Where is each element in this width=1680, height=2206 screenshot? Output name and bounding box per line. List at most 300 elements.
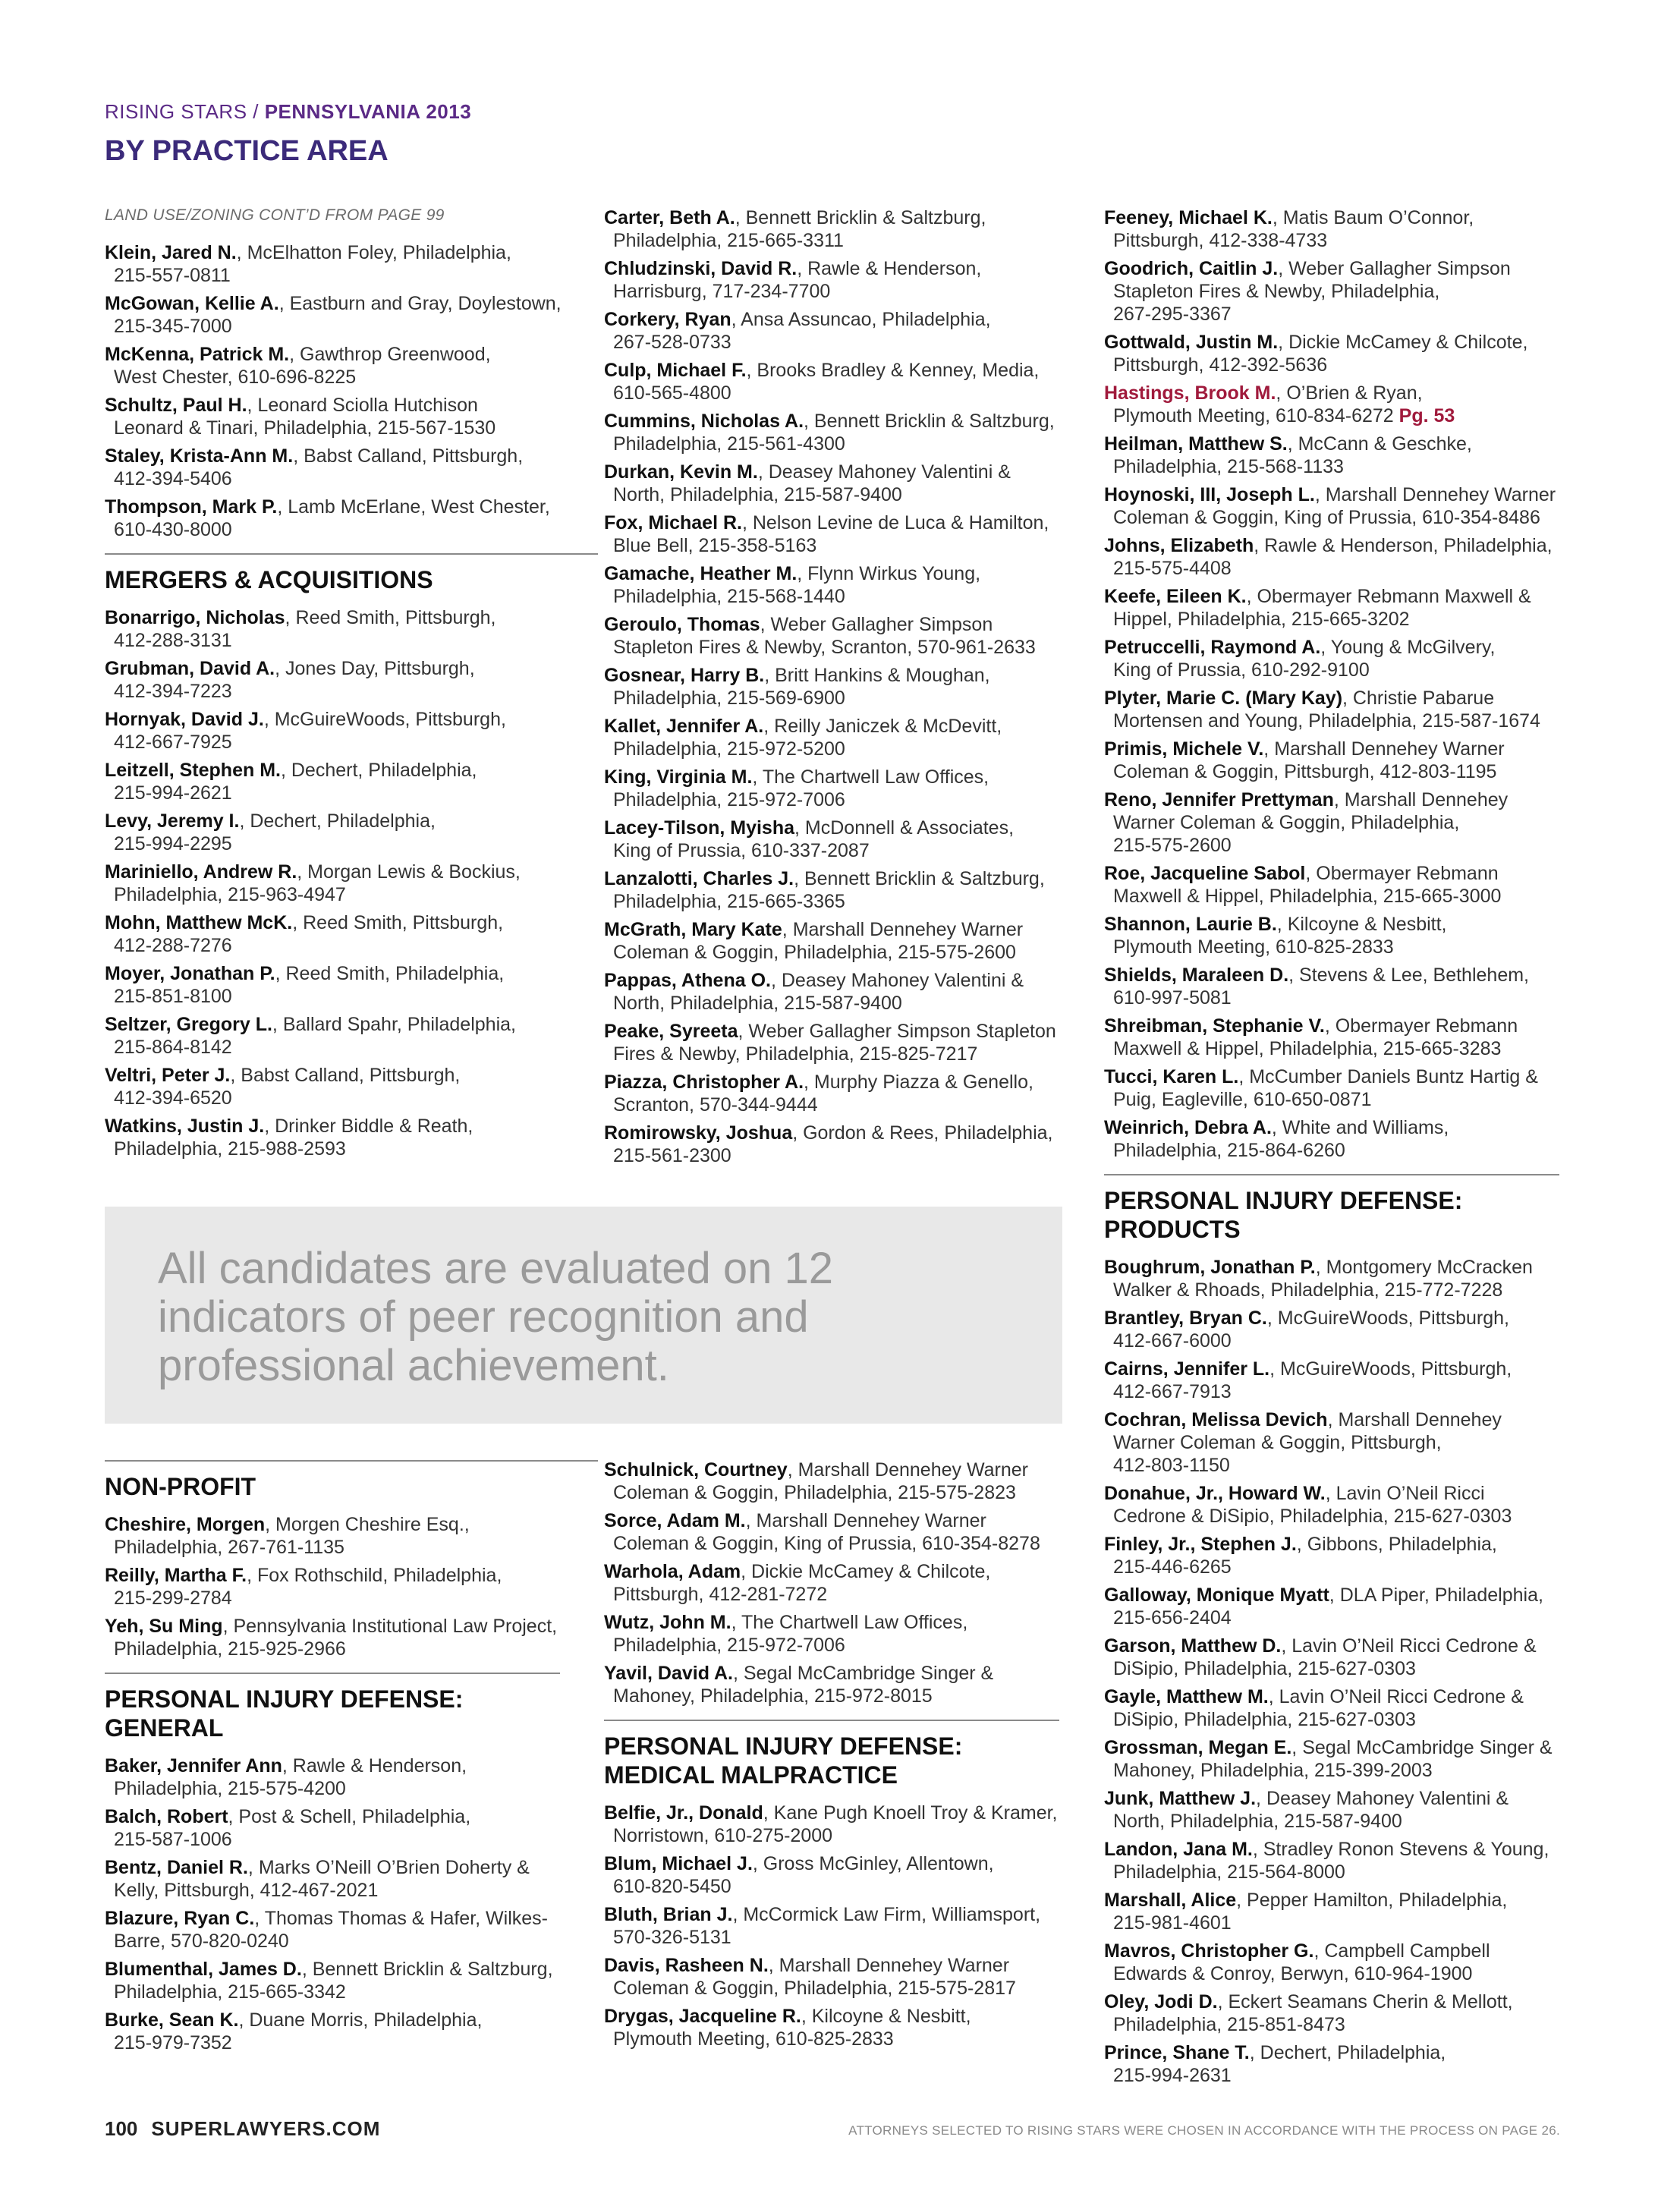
page-number: 100 <box>105 2117 138 2140</box>
column-1-lower <box>105 1460 598 2060</box>
attorney-firm: , O’Brien & Ryan, <box>1276 382 1423 404</box>
attorney-entry <box>105 657 598 703</box>
attorney-name: Thompson, Mark P. <box>105 496 278 518</box>
attorney-firm: , Dechert, Philadelphia, <box>1249 2042 1446 2063</box>
attorney-location: 412-667-7913 <box>1113 1381 1232 1402</box>
attorney-entry <box>604 1509 1097 1555</box>
attorney-firm: , The Chartwell Law Offices, <box>731 1612 968 1633</box>
attorney-name: Hoynoski, III, Joseph L. <box>1104 484 1315 505</box>
attorney-name: Bentz, Daniel R. <box>105 1857 248 1878</box>
attorney-name: Gottwald, Justin M. <box>1104 332 1279 353</box>
attorney-firm: , Lavin O’Neil Ricci <box>1325 1483 1485 1504</box>
attorney-firm: , Dickie McCamey & Chilcote, <box>741 1561 991 1582</box>
attorney-firm: , Marshall Dennehey <box>1333 789 1509 810</box>
attorney-entry <box>604 1560 1097 1606</box>
attorney-entry <box>105 1064 598 1109</box>
attorney-firm: , Young & McGilvery, <box>1320 637 1496 658</box>
attorney-name: Blazure, Ryan C. <box>105 1908 255 1929</box>
attorney-location: North, Philadelphia, 215-587-9400 <box>613 484 902 505</box>
attorney-entry <box>604 867 1097 913</box>
attorney-name: Donahue, Jr., Howard W. <box>1104 1483 1326 1504</box>
attorney-name: Leitzell, Stephen M. <box>105 760 281 781</box>
attorney-entry <box>604 511 1097 557</box>
attorney-name: Garson, Matthew D. <box>1104 1635 1282 1657</box>
attorney-name: Plyter, Marie C. (Mary Kay) <box>1104 688 1343 709</box>
attorney-entry <box>604 1802 1097 1847</box>
attorney-location: King of Prussia, 610-292-9100 <box>1113 659 1370 681</box>
attorney-location: Puig, Eagleville, 610-650-0871 <box>1113 1089 1372 1110</box>
continued-note: LAND USE/ZONING CONT’D FROM PAGE 99 <box>105 206 445 224</box>
attorney-firm: , McCumber Daniels Buntz Hartig & <box>1238 1066 1538 1087</box>
attorney-name: Shreibman, Stephanie V. <box>1104 1015 1325 1037</box>
attorney-location: Cedrone & DiSipio, Philadelphia, 215-627-0303 <box>1113 1506 1512 1527</box>
attorney-firm: , Weber Gallagher Simpson <box>1278 258 1511 279</box>
attorney-entry <box>1104 738 1597 783</box>
attorney-name: Junk, Matthew J. <box>1104 1788 1257 1809</box>
section-heading-nonprofit: NON-PROFIT <box>105 1460 598 1501</box>
attorney-location: Walker & Rhoads, Philadelphia, 215-772-7228 <box>1113 1279 1503 1301</box>
attorney-entry <box>1104 1256 1597 1301</box>
attorney-entry <box>105 496 598 541</box>
attorney-name: Watkins, Justin J. <box>105 1116 265 1137</box>
attorney-entry <box>604 2005 1097 2050</box>
attorney-firm: , Lavin O’Neil Ricci Cedrone & <box>1281 1635 1537 1657</box>
attorney-name: Pappas, Athena O. <box>604 970 771 991</box>
attorney-name: Blumenthal, James D. <box>105 1959 302 1980</box>
attorney-firm: , Brooks Bradley & Kenney, Media, <box>746 360 1040 381</box>
attorney-entry <box>604 766 1097 811</box>
attorney-entry <box>604 1662 1097 1707</box>
attorney-location: DiSipio, Philadelphia, 215-627-0303 <box>1113 1658 1416 1679</box>
attorney-name: Hastings, Brook M. <box>1104 382 1276 404</box>
attorney-firm: , Marshall Dennehey Warner <box>1314 484 1556 505</box>
attorney-location: Philadelphia, 215-972-7006 <box>613 789 845 810</box>
attorney-location: Plymouth Meeting, 610-834-6272 Pg. 53 <box>1113 405 1455 426</box>
attorney-entry <box>1104 1736 1597 1782</box>
attorney-location: Plymouth Meeting, 610-825-2833 <box>613 2028 894 2050</box>
attorney-location: King of Prussia, 610-337-2087 <box>613 840 870 861</box>
attorney-firm: , Christie Pabarue <box>1342 688 1495 709</box>
attorney-entry <box>604 1020 1097 1065</box>
attorney-firm: , Bennett Bricklin & Saltzburg, <box>794 868 1045 889</box>
attorney-name: Fox, Michael R. <box>604 512 742 533</box>
attorney-firm: , The Chartwell Law Offices, <box>752 766 989 788</box>
site-name: SUPERLAWYERS.COM <box>151 2117 381 2140</box>
attorney-location: 610-430-8000 <box>114 519 232 540</box>
attorney-entry <box>105 911 598 957</box>
attorney-location: Coleman & Goggin, Philadelphia, 215-575-2600 <box>613 942 1016 963</box>
land-use-list <box>105 241 598 541</box>
attorney-entry <box>1104 1015 1597 1060</box>
attorney-entry <box>1104 1482 1597 1528</box>
profile-page-ref[interactable]: Pg. 53 <box>1398 405 1455 426</box>
attorney-location: 215-575-4408 <box>1113 558 1232 579</box>
attorney-entry <box>1104 1787 1597 1833</box>
attorney-entry <box>1104 1065 1597 1111</box>
attorney-entry <box>1104 964 1597 1009</box>
attorney-name: Belfie, Jr., Donald <box>604 1802 763 1824</box>
attorney-name: Grossman, Megan E. <box>1104 1737 1292 1758</box>
attorney-entry <box>604 308 1097 354</box>
attorney-entry <box>105 1513 598 1559</box>
attorney-name: Moyer, Jonathan P. <box>105 963 275 984</box>
attorney-entry <box>1104 206 1597 252</box>
attorney-location: Philadelphia, 215-564-8000 <box>1113 1861 1345 1883</box>
attorney-entry <box>604 1954 1097 2000</box>
attorney-entry <box>1104 862 1597 908</box>
attorney-entry <box>105 1754 598 1800</box>
attorney-entry <box>105 759 598 804</box>
attorney-name: Peake, Syreeta <box>604 1021 738 1042</box>
attorney-firm: , Obermayer Rebmann <box>1324 1015 1518 1037</box>
attorney-location: 215-561-2300 <box>613 1145 731 1166</box>
attorney-location: Edwards & Conroy, Berwyn, 610-964-1900 <box>1113 1963 1473 1984</box>
attorney-firm: , Kilcoyne & Nesbitt, <box>801 2006 971 2027</box>
attorney-name: Marshall, Alice <box>1104 1890 1237 1911</box>
attorney-location: Philadelphia, 215-972-5200 <box>613 738 845 760</box>
attorney-name: Baker, Jennifer Ann <box>105 1755 282 1776</box>
attorney-entry <box>1104 1990 1597 2036</box>
attorney-name: Cummins, Nicholas A. <box>604 411 804 432</box>
attorney-entry <box>105 1958 598 2003</box>
attorney-entry <box>105 606 598 652</box>
attorney-entry <box>1104 1533 1597 1578</box>
attorney-firm: , McCormick Law Firm, Williamsport, <box>732 1904 1041 1925</box>
attorney-entry <box>105 1856 598 1902</box>
attorney-entry <box>1104 534 1597 580</box>
attorney-location: 215-446-6265 <box>1113 1556 1232 1578</box>
attorney-name: McGrath, Mary Kate <box>604 919 782 940</box>
attorney-entry <box>1104 1307 1597 1352</box>
attorney-location: Philadelphia, 215-925-2966 <box>114 1638 346 1660</box>
attorney-name: Drygas, Jacqueline R. <box>604 2006 801 2027</box>
attorney-location: Philadelphia, 215-851-8473 <box>1113 2014 1345 2035</box>
attorney-location: Philadelphia, 215-561-4300 <box>613 433 845 455</box>
attorney-name: King, Virginia M. <box>604 766 753 788</box>
attorney-name: Johns, Elizabeth <box>1104 535 1254 556</box>
attorney-entry <box>105 292 598 338</box>
attorney-location: 610-997-5081 <box>1113 987 1232 1009</box>
attorney-name: Geroulo, Thomas <box>604 614 760 635</box>
attorney-location: Mahoney, Philadelphia, 215-399-2003 <box>1113 1760 1433 1781</box>
attorney-firm: , Campbell Campbell <box>1313 1940 1490 1962</box>
attorney-name: Bonarrigo, Nicholas <box>105 607 285 628</box>
attorney-location: 215-994-2621 <box>114 782 232 804</box>
attorney-entry <box>604 1459 1097 1504</box>
attorney-location: Philadelphia, 215-575-4200 <box>114 1778 346 1799</box>
attorney-firm: , Rawle & Henderson, <box>282 1755 467 1776</box>
attorney-name: Gayle, Matthew M. <box>1104 1686 1269 1707</box>
column-2-lower-list <box>604 1459 1097 1707</box>
attorney-firm: , Drinker Biddle & Reath, <box>264 1116 473 1137</box>
attorney-name: Goodrich, Caitlin J. <box>1104 258 1279 279</box>
attorney-name: McKenna, Patrick M. <box>105 344 290 365</box>
attorney-location: Stapleton Fires & Newby, Philadelphia, <box>1113 281 1440 302</box>
mergers-list <box>105 606 598 1160</box>
attorney-location: 215-587-1006 <box>114 1829 232 1850</box>
attorney-name: Petruccelli, Raymond A. <box>1104 637 1321 658</box>
attorney-firm: , Segal McCambridge Singer & <box>1291 1737 1553 1758</box>
attorney-entry <box>1104 1685 1597 1731</box>
attorney-firm: , Pennsylvania Institutional Law Project, <box>222 1616 558 1637</box>
section-heading-products: PERSONAL INJURY DEFENSE: PRODUCTS <box>1104 1174 1559 1244</box>
attorney-location: 412-394-7223 <box>114 681 232 702</box>
attorney-location: Maxwell & Hippel, Philadelphia, 215-665-3000 <box>1113 886 1502 907</box>
attorney-location: 215-979-7352 <box>114 2032 232 2053</box>
attorney-firm: , Reed Smith, Philadelphia, <box>275 963 505 984</box>
attorney-name: Schulnick, Courtney <box>604 1459 788 1481</box>
attorney-name: Cairns, Jennifer L. <box>1104 1358 1270 1380</box>
attorney-firm: , Matis Baum O’Connor, <box>1272 207 1474 228</box>
attorney-location: 412-394-6520 <box>114 1087 232 1109</box>
attorney-name: Galloway, Monique Myatt <box>1104 1584 1329 1606</box>
attorney-firm: , Murphy Piazza & Genello, <box>804 1072 1033 1093</box>
column-2-list <box>604 206 1097 1167</box>
attorney-name: Keefe, Eileen K. <box>1104 586 1247 607</box>
attorney-firm: , Obermayer Rebmann Maxwell & <box>1246 586 1531 607</box>
attorney-name: Mohn, Matthew McK. <box>105 912 293 933</box>
attorney-firm: , Duane Morris, Philadelphia, <box>238 2009 483 2031</box>
attorney-firm: , Deasey Mahoney Valentini & <box>770 970 1024 991</box>
attorney-name: Veltri, Peter J. <box>105 1065 231 1086</box>
attorney-entry <box>1104 788 1597 857</box>
attorney-location: 215-851-8100 <box>114 986 232 1007</box>
pi-general-list <box>105 1754 598 2054</box>
attorney-firm: , Dickie McCamey & Chilcote, <box>1278 332 1528 353</box>
attorney-entry <box>1104 483 1597 529</box>
attorney-firm: , McGuireWoods, Pittsburgh, <box>263 709 506 730</box>
attorney-location: Kelly, Pittsburgh, 412-467-2021 <box>114 1880 379 1901</box>
attorney-firm: , Obermayer Rebmann <box>1305 863 1499 884</box>
attorney-entry <box>604 715 1097 760</box>
pull-quote-box <box>105 1207 1062 1424</box>
attorney-firm: , Lamb McErlane, West Chester, <box>277 496 550 518</box>
attorney-entry <box>1104 1940 1597 1985</box>
attorney-entry <box>1104 687 1597 732</box>
attorney-name: Prince, Shane T. <box>1104 2042 1250 2063</box>
column-2 <box>604 206 1097 1172</box>
attorney-firm: , McGuireWoods, Pittsburgh, <box>1266 1308 1509 1329</box>
attorney-entry <box>105 394 598 439</box>
column-2-lower <box>604 1459 1097 2056</box>
attorney-firm: , Deasey Mahoney Valentini & <box>1256 1788 1509 1809</box>
attorney-firm: , Dechert, Philadelphia, <box>239 810 436 832</box>
attorney-name: Landon, Jana M. <box>1104 1839 1253 1860</box>
attorney-firm: , Gibbons, Philadelphia, <box>1296 1534 1497 1555</box>
attorney-name: Gamache, Heather M. <box>604 563 798 584</box>
attorney-name: Shannon, Laurie B. <box>1104 914 1277 935</box>
attorney-firm: , White and Williams, <box>1271 1117 1449 1138</box>
attorney-entry <box>1104 585 1597 631</box>
attorney-location: 412-667-7925 <box>114 732 232 753</box>
attorney-firm: , Babst Calland, Pittsburgh, <box>230 1065 461 1086</box>
attorney-entry <box>604 562 1097 608</box>
attorney-location: North, Philadelphia, 215-587-9400 <box>1113 1811 1402 1832</box>
attorney-entry <box>1104 382 1597 427</box>
attorney-firm: , Marshall Dennehey <box>1327 1409 1502 1430</box>
attorney-name: Roe, Jacqueline Sabol <box>1104 863 1306 884</box>
attorney-firm: , Marshall Dennehey Warner <box>745 1510 986 1531</box>
attorney-location: Norristown, 610-275-2000 <box>613 1825 833 1846</box>
attorney-location: Mortensen and Young, Philadelphia, 215-587-1674 <box>1113 710 1540 732</box>
attorney-name: Blum, Michael J. <box>604 1853 753 1874</box>
attorney-name: Cheshire, Morgen <box>105 1514 266 1535</box>
attorney-firm: , Nelson Levine de Luca & Hamilton, <box>741 512 1049 533</box>
attorney-name: Romirowsky, Joshua <box>604 1122 793 1144</box>
attorney-name: Piazza, Christopher A. <box>604 1072 804 1093</box>
pull-quote: All candidates are evaluated on 12 indicators of peer recognition and professional achievement. <box>158 1244 833 1390</box>
attorney-entry <box>105 2009 598 2054</box>
attorney-firm: , Weber Gallagher Simpson <box>760 614 993 635</box>
attorney-firm: , Pepper Hamilton, Philadelphia, <box>1236 1890 1508 1911</box>
attorney-name: Brantley, Bryan C. <box>1104 1308 1267 1329</box>
attorney-location: 215-299-2784 <box>114 1588 232 1609</box>
attorney-entry <box>604 206 1097 252</box>
attorney-location: Barre, 570-820-0240 <box>114 1931 289 1952</box>
attorney-firm: , Marshall Dennehey Warner <box>1263 738 1505 760</box>
attorney-firm: , McDonnell & Associates, <box>794 817 1015 839</box>
attorney-firm: , Marshall Dennehey Warner <box>768 1955 1010 1976</box>
attorney-entry <box>105 343 598 389</box>
attorney-name: Lacey-Tilson, Myisha <box>604 817 795 839</box>
attorney-location: North, Philadelphia, 215-587-9400 <box>613 993 902 1014</box>
attorney-entry <box>604 1852 1097 1898</box>
attorney-name: Feeney, Michael K. <box>1104 207 1273 228</box>
attorney-location: Pittsburgh, 412-392-5636 <box>1113 354 1328 376</box>
attorney-firm: , Segal McCambridge Singer & <box>732 1663 994 1684</box>
attorney-firm: , McCann & Geschke, <box>1287 433 1472 455</box>
attorney-name: McGowan, Kellie A. <box>105 293 279 314</box>
attorney-firm: , Weber Gallagher Simpson Stapleton <box>738 1021 1056 1042</box>
section-heading-medical-malpractice: PERSONAL INJURY DEFENSE: MEDICAL MALPRACTICE <box>604 1720 1059 1789</box>
attorney-location: Plymouth Meeting, 610-825-2833 <box>1113 936 1394 958</box>
attorney-entry <box>604 410 1097 455</box>
attorney-phone: 412-803-1150 <box>1113 1455 1230 1476</box>
attorney-firm: , Marshall Dennehey Warner <box>787 1459 1028 1481</box>
attorney-entry <box>604 1903 1097 1949</box>
attorney-name: Yeh, Su Ming <box>105 1616 223 1637</box>
attorney-firm: , Babst Calland, Pittsburgh, <box>293 445 524 467</box>
attorney-firm: , Bennett Bricklin & Saltzburg, <box>804 411 1055 432</box>
attorney-entry <box>105 1907 598 1953</box>
products-list <box>1104 1256 1597 2087</box>
attorney-phone: 215-575-2600 <box>1113 835 1232 856</box>
attorney-entry <box>1104 331 1597 376</box>
attorney-phone: 267-295-3367 <box>1113 304 1232 325</box>
attorney-location: Philadelphia, 215-665-3311 <box>613 230 844 251</box>
attorney-name: Burke, Sean K. <box>105 2009 239 2031</box>
attorney-location: Scranton, 570-344-9444 <box>613 1094 818 1116</box>
attorney-entry <box>105 708 598 754</box>
attorney-firm: , Rawle & Henderson, Philadelphia, <box>1254 535 1553 556</box>
section-heading-mergers: MERGERS & ACQUISITIONS <box>105 553 598 594</box>
attorney-location: 215-345-7000 <box>114 316 232 337</box>
attorney-name: Culp, Michael F. <box>604 360 747 381</box>
attorney-name: Oley, Jodi D. <box>1104 1991 1218 2012</box>
attorney-location: 215-994-2295 <box>114 833 232 854</box>
attorney-name: Shields, Maraleen D. <box>1104 965 1289 986</box>
attorney-name: Levy, Jeremy I. <box>105 810 240 832</box>
attorney-name: Primis, Michele V. <box>1104 738 1264 760</box>
attorney-firm: , McGuireWoods, Pittsburgh, <box>1269 1358 1512 1380</box>
attorney-location: Pittsburgh, 412-338-4733 <box>1113 230 1328 251</box>
attorney-firm: , Gordon & Rees, Philadelphia, <box>792 1122 1053 1144</box>
attorney-entry <box>604 664 1097 710</box>
attorney-location: 412-288-7276 <box>114 935 232 956</box>
attorney-location: 267-528-0733 <box>613 332 731 353</box>
attorney-entry <box>1104 1408 1597 1477</box>
section-heading-pi-general: PERSONAL INJURY DEFENSE: GENERAL <box>105 1673 560 1742</box>
attorney-location: Philadelphia, 267-761-1135 <box>114 1537 344 1558</box>
attorney-name: Heilman, Matthew S. <box>1104 433 1288 455</box>
attorney-firm: , Bennett Bricklin & Saltzburg, <box>735 207 986 228</box>
attorney-firm: , Thomas Thomas & Hafer, Wilkes- <box>254 1908 548 1929</box>
attorney-firm: , Montgomery McCracken <box>1315 1257 1533 1278</box>
attorney-name: Bluth, Brian J. <box>604 1904 733 1925</box>
attorney-location: West Chester, 610-696-8225 <box>114 367 357 388</box>
kicker-main: RISING STARS / <box>105 100 265 123</box>
attorney-firm: , DLA Piper, Philadelphia, <box>1329 1584 1543 1606</box>
attorney-name: Corkery, Ryan <box>604 309 731 330</box>
attorney-entry <box>105 962 598 1008</box>
attorney-location: 610-565-4800 <box>613 382 731 404</box>
attorney-entry <box>105 861 598 906</box>
attorney-firm: , Gross McGinley, Allentown, <box>752 1853 994 1874</box>
attorney-location: Hippel, Philadelphia, 215-665-3202 <box>1113 609 1410 630</box>
attorney-location: Warner Coleman & Goggin, Philadelphia, <box>1113 812 1460 833</box>
attorney-entry <box>1104 1584 1597 1629</box>
attorney-firm: , Reed Smith, Pittsburgh, <box>292 912 504 933</box>
attorney-location: Mahoney, Philadelphia, 215-972-8015 <box>613 1685 933 1707</box>
footer-disclaimer: ATTORNEYS SELECTED TO RISING STARS WERE CHOSEN IN ACCORDANCE WITH THE PROCESS ON PAGE 26. <box>848 2123 1560 2138</box>
attorney-name: Hornyak, David J. <box>105 709 264 730</box>
attorney-location: 610-820-5450 <box>613 1876 731 1897</box>
attorney-firm: , Ballard Spahr, Philadelphia, <box>272 1014 516 1035</box>
attorney-location: Philadelphia, 215-988-2593 <box>114 1138 346 1160</box>
attorney-location: Maxwell & Hippel, Philadelphia, 215-665-3283 <box>1113 1038 1502 1059</box>
attorney-entry <box>1104 913 1597 958</box>
attorney-name: Grubman, David A. <box>105 658 275 679</box>
attorney-location: Philadelphia, 215-665-3342 <box>114 1981 346 2003</box>
attorney-firm: , Dechert, Philadelphia, <box>280 760 477 781</box>
attorney-entry <box>1104 2041 1597 2087</box>
attorney-location: 215-557-0811 <box>114 265 231 286</box>
attorney-entry <box>105 810 598 855</box>
attorney-entry <box>1104 1358 1597 1403</box>
attorney-firm: , Gawthrop Greenwood, <box>289 344 491 365</box>
attorney-firm: , Stradley Ronon Stevens & Young, <box>1252 1839 1549 1860</box>
attorney-firm: , Deasey Mahoney Valentini & <box>757 461 1011 483</box>
attorney-name: Cochran, Melissa Devich <box>1104 1409 1328 1430</box>
attorney-location: Coleman & Goggin, Pittsburgh, 412-803-1195 <box>1113 761 1497 782</box>
attorney-name: Carter, Beth A. <box>604 207 735 228</box>
attorney-firm: , Eastburn and Gray, Doylestown, <box>278 293 562 314</box>
nonprofit-list <box>105 1513 598 1660</box>
attorney-firm: , Marks O’Neill O’Brien Doherty & <box>247 1857 530 1878</box>
attorney-location: Fires & Newby, Philadelphia, 215-825-7217 <box>613 1043 978 1065</box>
attorney-entry <box>604 359 1097 404</box>
attorney-location: 215-981-4601 <box>1113 1912 1232 1934</box>
attorney-name: Sorce, Adam M. <box>604 1510 746 1531</box>
attorney-location: Coleman & Goggin, King of Prussia, 610-354-8486 <box>1113 507 1540 528</box>
attorney-location: Philadelphia, 215-972-7006 <box>613 1635 845 1656</box>
attorney-location: 215-864-8142 <box>114 1037 232 1058</box>
column-3 <box>1104 206 1597 2092</box>
attorney-name: Tucci, Karen L. <box>1104 1066 1239 1087</box>
medical-malpractice-list <box>604 1802 1097 2050</box>
attorney-entry <box>1104 1635 1597 1680</box>
attorney-entry <box>604 1071 1097 1116</box>
